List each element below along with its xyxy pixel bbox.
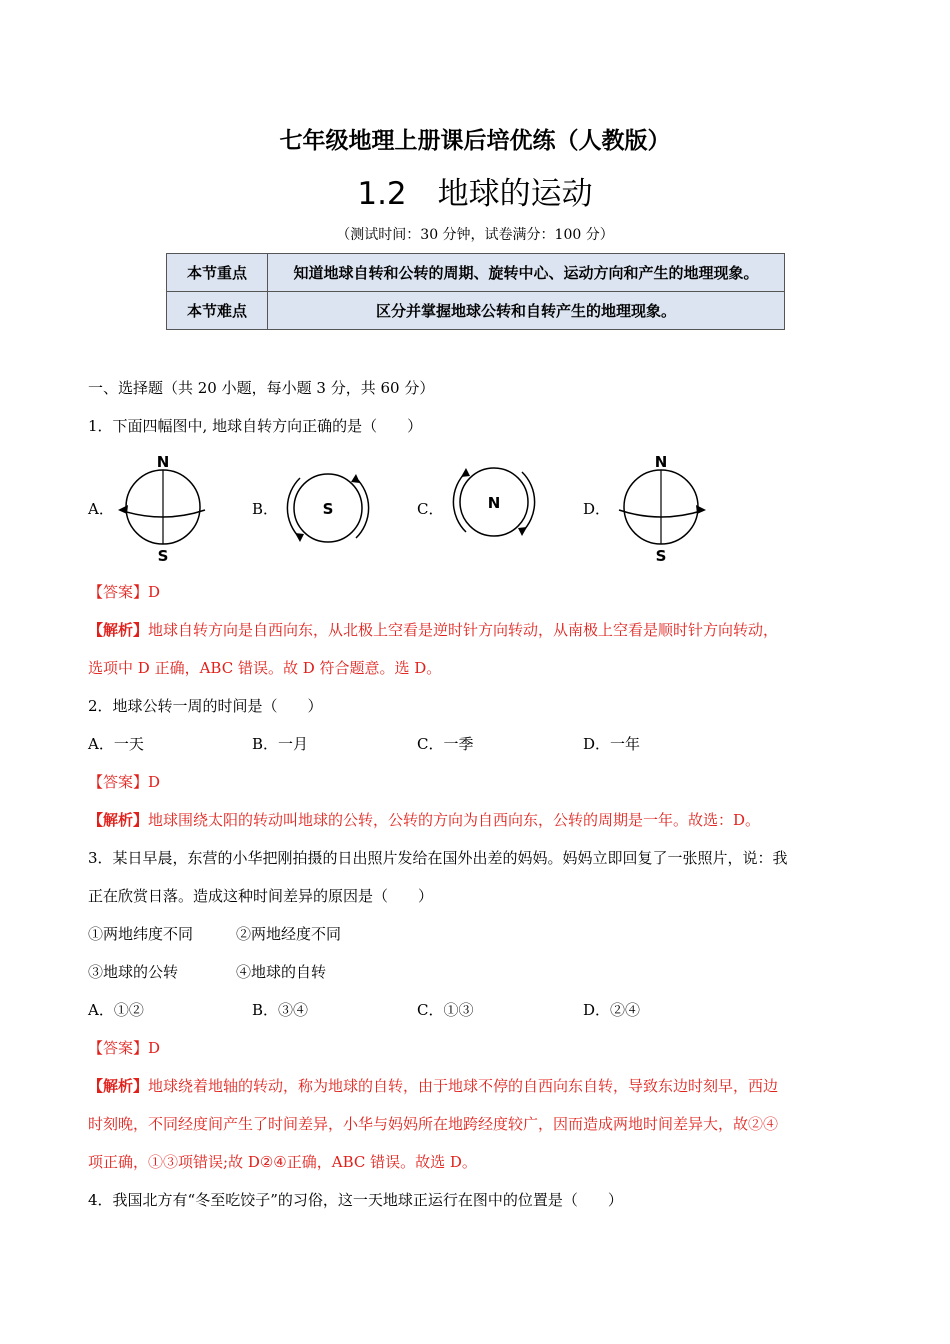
- pole-s-label: S: [655, 547, 667, 564]
- q1-option-d-label: D．: [583, 500, 611, 518]
- q3-option-b: B．③④: [252, 1001, 309, 1019]
- q2-option-c: C．一季: [417, 735, 474, 753]
- q1-globe-d-diagram: [610, 452, 712, 564]
- answer-value: D: [148, 583, 161, 601]
- q2-option-d: D．一年: [583, 735, 641, 753]
- lesson-title: 1.2 地球的运动: [357, 176, 593, 212]
- focus-row-hard: [167, 292, 785, 330]
- q1-option-b-label: B．: [252, 500, 279, 518]
- q1-answer: [88, 582, 160, 602]
- analysis-tag: 【解析】: [88, 1077, 149, 1095]
- q1-option-c-label: C．: [417, 500, 444, 518]
- q2-stem: 2．地球公转一周的时间是（ ）: [88, 697, 323, 715]
- hard-text: 区分并掌握地球公转和自转产生的地理现象。: [268, 292, 785, 330]
- pole-n-label: N: [156, 453, 170, 471]
- q3-option-d: D．②④: [583, 1001, 641, 1019]
- q2-option-a: A．一天: [88, 735, 144, 753]
- answer-value: D: [148, 1039, 161, 1057]
- q3-item-3: ③地球的公转: [88, 963, 179, 981]
- q1-analysis-line-1: [88, 620, 778, 640]
- q3-item-2: ②两地经度不同: [236, 925, 342, 943]
- q3-answer: [88, 1038, 160, 1058]
- key-text: 知道地球自转和公转的周期、旋转中心、运动方向和产生的地理现象。: [268, 254, 785, 292]
- q3-stem-line-1: 3．某日早晨，东营的小华把刚拍摄的日出照片发给在国外出差的妈妈。妈妈立即回复了一张照片，说：我: [88, 849, 788, 867]
- q3-analysis-line-3: 项正确，①③项错误;故 D②④正确，ABC 错误。故选 D。: [88, 1153, 477, 1171]
- pole-n-label: N: [487, 494, 501, 512]
- answer-tag: 【答案】: [88, 583, 149, 601]
- q2-option-b: B．一月: [252, 735, 309, 753]
- answer-tag: 【答案】: [88, 1039, 149, 1057]
- focus-row-key: [167, 254, 785, 292]
- pole-n-label: N: [654, 453, 668, 471]
- q2-analysis-line-1: [88, 810, 760, 830]
- analysis-tag: 【解析】: [88, 811, 149, 829]
- analysis-text: 地球自转方向是自西向东，从北极上空看是逆时针方向转动，从南极上空看是顺时针方向转动，: [148, 621, 779, 639]
- analysis-text: 地球绕着地轴的转动，称为地球的自转，由于地球不停的自西向东自转，导致东边时刻早，西边: [148, 1077, 779, 1095]
- q1-globe-a-diagram: [112, 452, 214, 564]
- q4-stem: 4．我国北方有“冬至吃饺子”的习俗，这一天地球正运行在图中的位置是（ ）: [88, 1191, 623, 1209]
- q3-option-c: C．①③: [417, 1001, 474, 1019]
- q3-analysis-line-2: 时刻晚，不同经度间产生了时间差异，小华与妈妈所在地跨经度较广，因而造成两地时间差异大，故②④: [88, 1115, 779, 1133]
- hard-label: 本节难点: [167, 292, 268, 330]
- q3-item-1: ①两地纬度不同: [88, 925, 194, 943]
- section-heading: 一、选择题（共 20 小题，每小题 3 分，共 60 分）: [88, 379, 435, 397]
- answer-tag: 【答案】: [88, 773, 149, 791]
- q1-globe-b-diagram: [280, 464, 376, 554]
- worksheet-title: 七年级地理上册课后培优练（人教版）: [279, 128, 671, 154]
- analysis-tag: 【解析】: [88, 621, 149, 639]
- test-info: （测试时间：30 分钟，试卷满分：100 分）: [336, 227, 614, 243]
- q3-stem-line-2: 正在欣赏日落。造成这种时间差异的原因是（ ）: [88, 887, 434, 905]
- q1-option-a-label: A．: [88, 500, 114, 518]
- pole-s-label: S: [157, 547, 169, 564]
- pole-s-label: S: [322, 500, 334, 518]
- q1-globe-c-diagram: [446, 458, 542, 548]
- analysis-text: 地球围绕太阳的转动叫地球的公转，公转的方向为自西向东，公转的周期是一年。故选：D。: [148, 811, 761, 829]
- q3-item-4: ④地球的自转: [236, 963, 327, 981]
- answer-value: D: [148, 773, 161, 791]
- q1-analysis-line-2: 选项中 D 正确，ABC 错误。故 D 符合题意。选 D。: [88, 659, 442, 677]
- q3-analysis-line-1: [88, 1076, 778, 1096]
- q2-answer: [88, 772, 160, 792]
- focus-table: [166, 253, 785, 330]
- q3-option-a: A．①②: [88, 1001, 144, 1019]
- key-label: 本节重点: [167, 254, 268, 292]
- q1-stem: 1．下面四幅图中, 地球自转方向正确的是（ ）: [88, 417, 423, 435]
